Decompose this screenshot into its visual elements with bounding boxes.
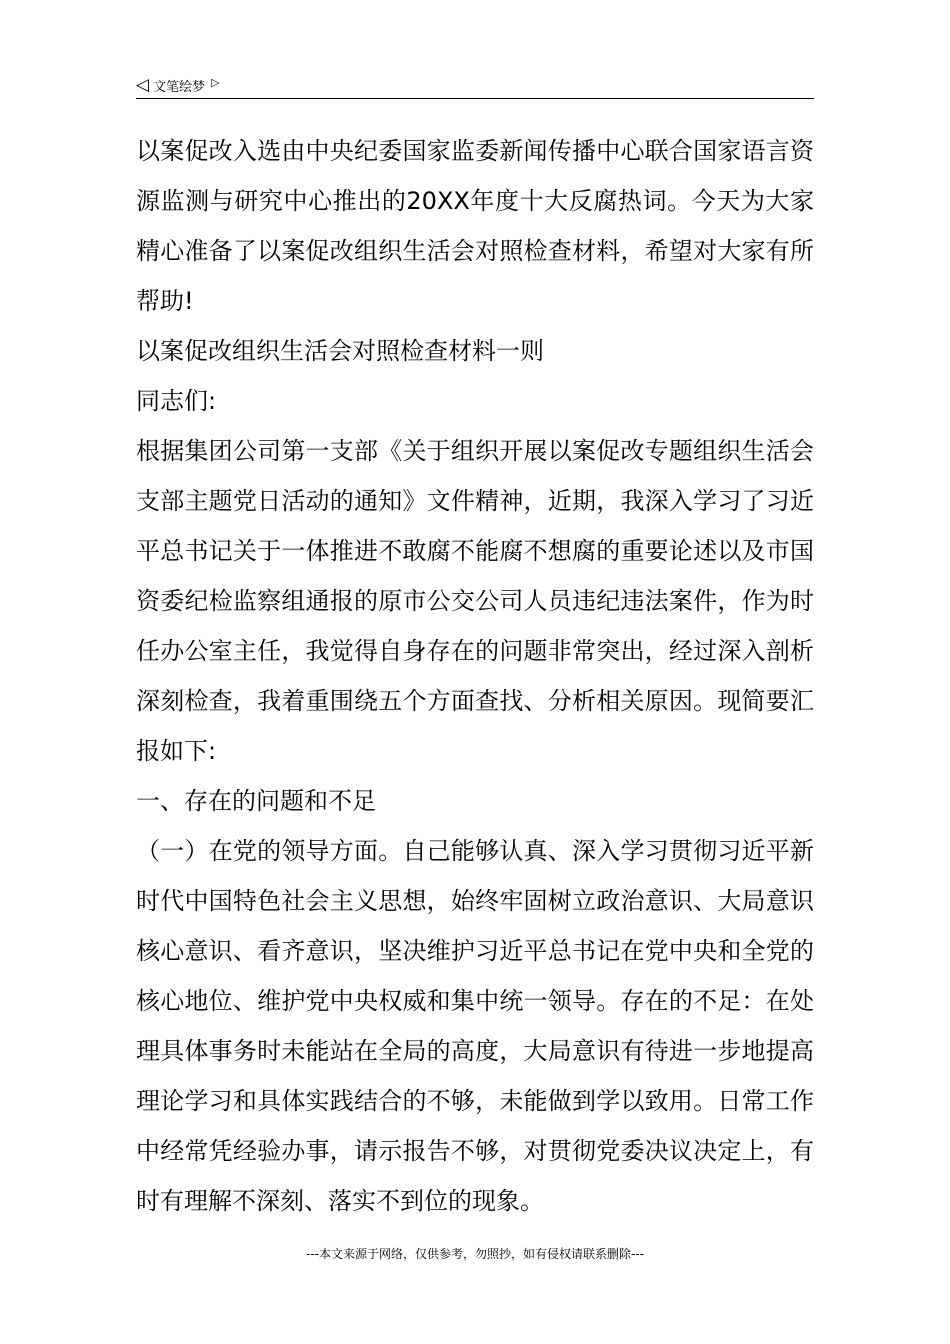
page-footer: ---本文来源于网络，仅供参考，勿照抄，如有侵权请联系删除--- [306,1247,644,1261]
intro-paragraph: 以案促改入选由中央纪委国家监委新闻传播中心联合国家语言资源监测与研究中心推出的20XX年度十大反腐热词。今天为大家精心准备了以案促改组织生活会对照检查材料，希望对大家有所帮助! [136,137,814,315]
triangle-left-icon: ◁ [136,74,150,95]
page-header [136,72,814,99]
document-body [136,126,814,1226]
header-title: 文笔绘梦 [153,79,206,95]
body-paragraph: （一）在党的领导方面。自己能够认真、深入学习贯彻习近平新时代中国特色社会主义思想，始终牢固树立政治意识、大局意识核心意识、看齐意识，坚决维护习近平总书记在党中央和全党的核心地位、维护党中央权威和集中统一领导。存在的不足：在处理具体事务时未能站在全局的高度，大局意识有待进一步地提高理论学习和具体实践结合的不够，未能做到学以致用。日常工作中经常凭经验办事，请示报告不够，对贯彻党委决议决定上，有时有理解不深刻、落实不到位的现象。 [136,837,814,1215]
body-paragraph: 根据集团公司第一支部《关于组织开展以案促改专题组织生活会支部主题党日活动的通知》文件精神，近期，我深入学习了习近平总书记关于一体推进不敢腐不能腐不想腐的重要论述以及市国资委纪检监察组通报的原市公交公司人员违纪违法案件，作为时任办公室主任，我觉得自身存在的问题非常突出，经过深入剖析深刻检查，我着重围绕五个方面查找、分析相关原因。现简要汇报如下: [136,437,814,765]
salutation: 同志们: [136,387,217,415]
triangle-right-icon: ▷ [211,75,220,89]
section-heading: 一、存在的问题和不足 [136,787,376,815]
document-title: 以案促改组织生活会对照检查材料一则 [136,337,544,365]
